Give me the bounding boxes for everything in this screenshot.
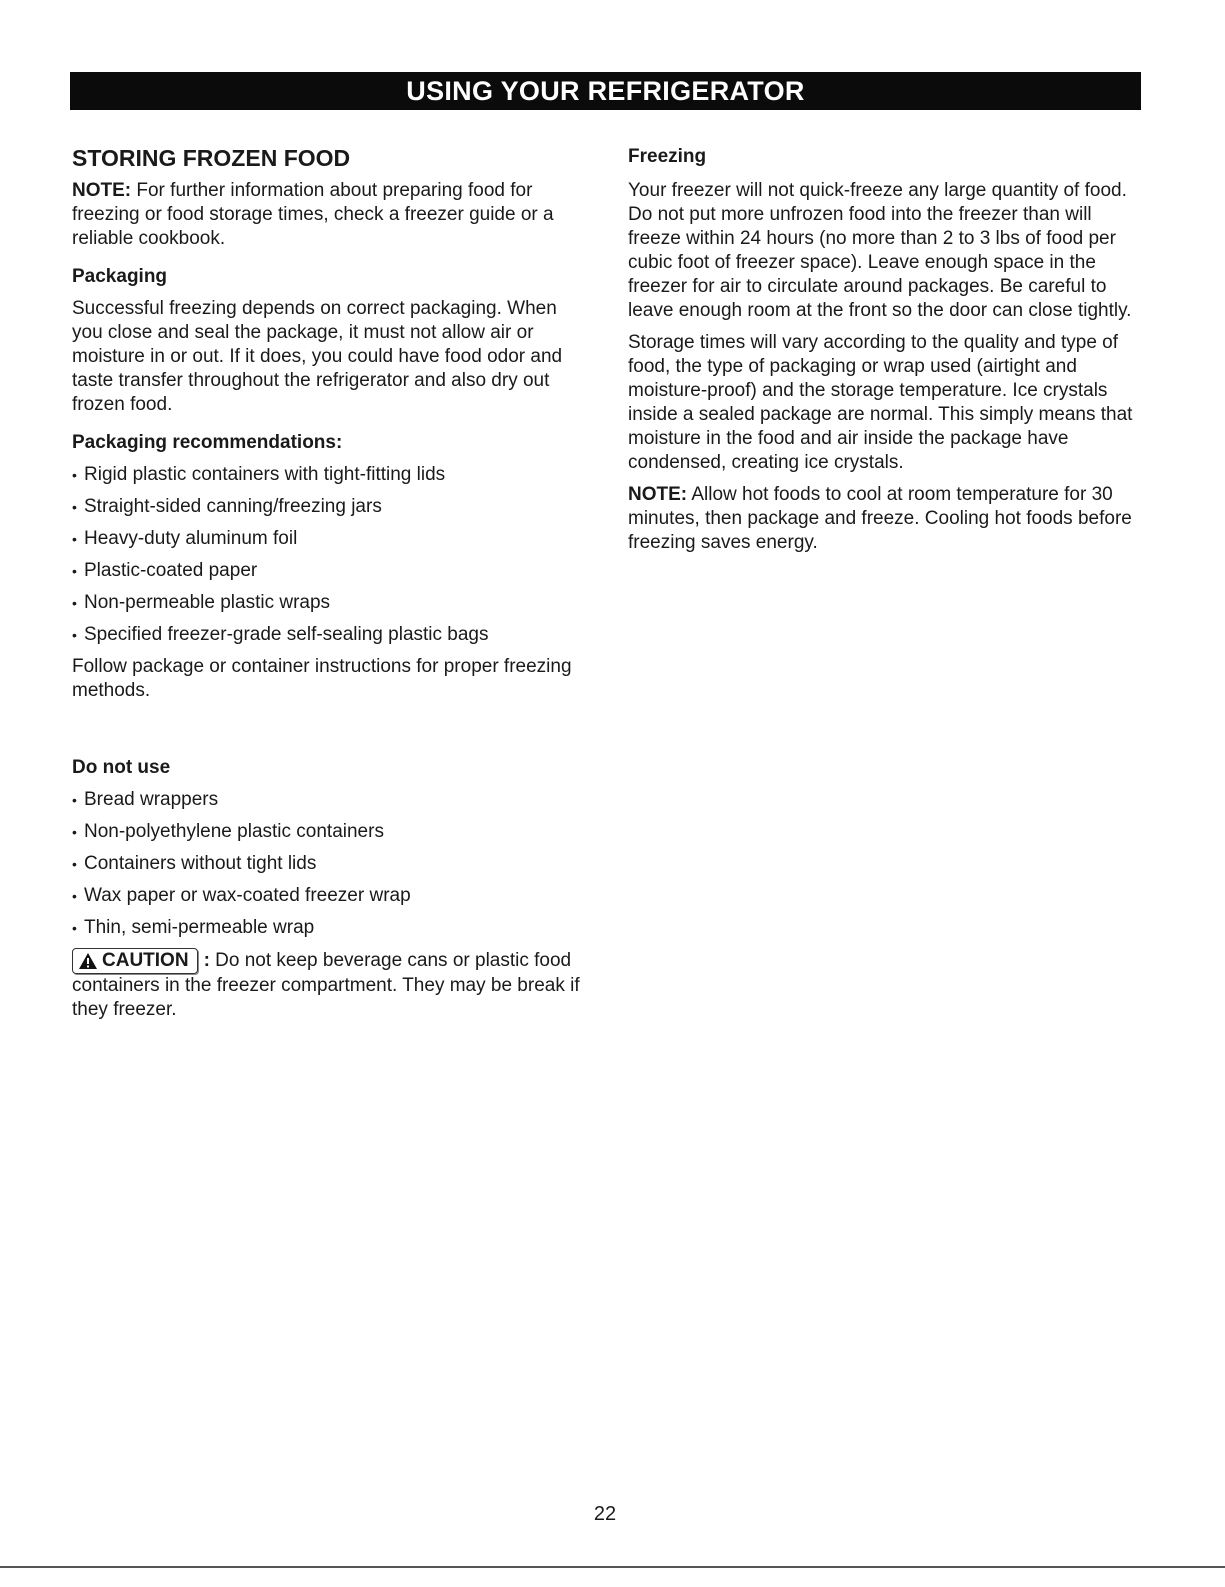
recommendations-list <box>72 463 582 647</box>
note-text: Allow hot foods to cool at room temperature for 30 minutes, then package and freeze. Cooling hot foods before freezing saves energy. <box>628 484 1132 553</box>
freezing-paragraph-1: Your freezer will not quick-freeze any large quantity of food. Do not put more unfrozen food into the freezer than will freeze within 24 hours (no more than 2 to 3 lbs of food per cubic foot of freezer space). Leave enough space in the freezer for air to circulate around packages. Be careful to leave enough room at the front so the door can close tightly. <box>628 180 1132 321</box>
packaging-heading: Packaging <box>72 266 168 287</box>
caution-badge <box>72 948 198 974</box>
bottom-divider <box>0 1566 1225 1568</box>
freezing-note <box>628 483 1143 555</box>
list-item: • Bread wrappers <box>72 788 582 812</box>
freezing-heading: Freezing <box>628 146 707 167</box>
intro-note <box>72 179 582 251</box>
banner-title: USING YOUR REFRIGERATOR <box>406 75 805 106</box>
list-item: • Heavy-duty aluminum foil <box>72 527 582 551</box>
page-number: 22 <box>593 1503 617 1525</box>
caution-label: CAUTION <box>102 950 189 971</box>
left-column <box>72 140 582 1022</box>
caution-separator: : <box>203 950 210 972</box>
list-item: • Straight-sided canning/freezing jars <box>72 495 582 519</box>
packaging-text: Successful freezing depends on correct packaging. When you close and seal the package, it must not allow air or moisture in or out. If it does, you could have food odor and taste transfer throughout the refrigerator and also dry out frozen food. <box>72 298 563 415</box>
list-item: • Containers without tight lids <box>72 852 582 876</box>
do-not-use-list <box>72 788 582 940</box>
list-item: • Wax paper or wax-coated freezer wrap <box>72 884 582 908</box>
list-item: • Non-permeable plastic wraps <box>72 591 582 615</box>
warning-triangle-icon <box>78 952 98 970</box>
right-column <box>628 140 1143 555</box>
note-text: For further information about preparing food for freezing or food storage times, check a freezer guide or a reliable cookbook. <box>72 180 554 249</box>
freezing-paragraph-2: Storage times will vary according to the quality and type of food, the type of packaging or wrap used (airtight and moisture-proof) and the storage temperature. Ice crystals inside a sealed package are normal. This simply means that moisture in the food and air inside the package have condensed, creating ice crystals. <box>628 332 1133 473</box>
list-item: • Thin, semi-permeable wrap <box>72 916 582 940</box>
note-label: NOTE: <box>72 180 132 201</box>
caution-text: Do not keep beverage cans or plastic food containers in the freezer compartment. They may be break if they freezer. <box>72 950 580 1020</box>
section-title: STORING FROZEN FOOD <box>72 145 351 171</box>
note-label: NOTE: <box>628 484 688 505</box>
list-item: • Plastic-coated paper <box>72 559 582 583</box>
recommendations-heading: Packaging recommendations: <box>72 432 343 453</box>
list-item: • Non-polyethylene plastic containers <box>72 820 582 844</box>
follow-instructions-text: Follow package or container instructions for proper freezing methods. <box>72 656 572 701</box>
list-item: • Rigid plastic containers with tight-fitting lids <box>72 463 582 487</box>
section-banner <box>70 72 1141 110</box>
list-item: • Specified freezer-grade self-sealing plastic bags <box>72 623 582 647</box>
caution-paragraph <box>72 948 582 1022</box>
do-not-use-heading: Do not use <box>72 757 171 778</box>
